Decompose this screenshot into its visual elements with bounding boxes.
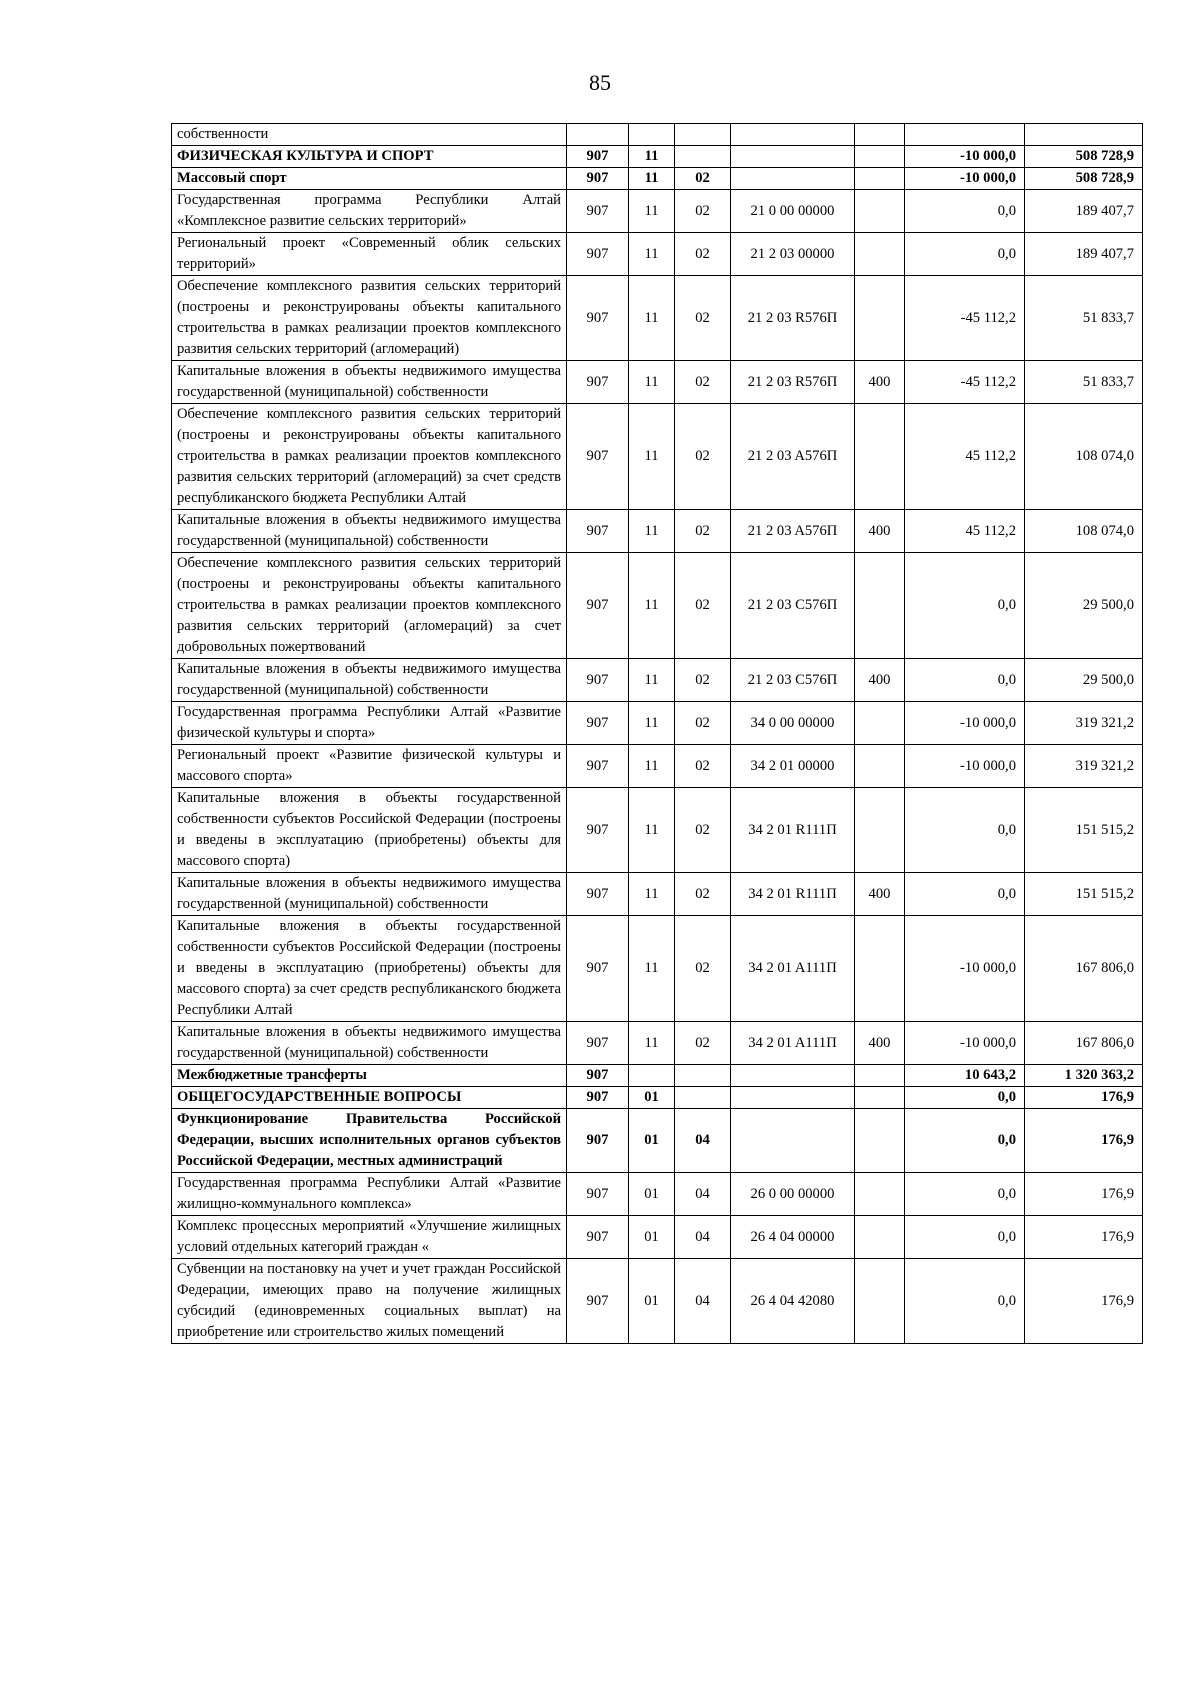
- row-change-amount-cell: 0,0: [905, 659, 1025, 702]
- row-subsection-cell: 02: [675, 916, 731, 1022]
- row-target-article-cell: 21 2 03 R576П: [731, 276, 855, 361]
- row-name-cell: Капитальные вложения в объекты недвижимого имущества государственной (муниципальной) собственности: [172, 361, 567, 404]
- row-section-cell: 01: [629, 1259, 675, 1344]
- row-name-cell: Комплекс процессных мероприятий «Улучшение жилищных условий отдельных категорий граждан «: [172, 1216, 567, 1259]
- table-row: [172, 659, 1143, 702]
- row-expense-type-cell: [855, 190, 905, 233]
- row-expense-type-cell: [855, 916, 905, 1022]
- row-section-cell: 01: [629, 1087, 675, 1109]
- row-target-article-cell: 34 2 01 A111П: [731, 916, 855, 1022]
- row-section-cell: 11: [629, 916, 675, 1022]
- row-subsection-cell: 04: [675, 1173, 731, 1216]
- row-name-cell: Обеспечение комплексного развития сельских территорий (построены и реконструированы объекты капитального строительства в рамках реализации проектов комплексного развития сельских территорий (агломераций) за счет средств республиканского бюджета Республики Алтай: [172, 404, 567, 510]
- row-expense-type-cell: [855, 124, 905, 146]
- row-total-amount-cell: 51 833,7: [1025, 361, 1143, 404]
- row-target-article-cell: 34 2 01 R111П: [731, 873, 855, 916]
- row-subsection-cell: 02: [675, 1022, 731, 1065]
- row-target-article-cell: 26 4 04 42080: [731, 1259, 855, 1344]
- row-change-amount-cell: -10 000,0: [905, 745, 1025, 788]
- row-section-cell: 11: [629, 1022, 675, 1065]
- row-change-amount-cell: -10 000,0: [905, 702, 1025, 745]
- row-subsection-cell: 02: [675, 788, 731, 873]
- row-admin-code-cell: 907: [567, 745, 629, 788]
- row-total-amount-cell: 508 728,9: [1025, 146, 1143, 168]
- row-section-cell: 11: [629, 233, 675, 276]
- row-admin-code-cell: 907: [567, 1065, 629, 1087]
- row-expense-type-cell: 400: [855, 873, 905, 916]
- row-change-amount-cell: 45 112,2: [905, 404, 1025, 510]
- row-section-cell: 11: [629, 659, 675, 702]
- row-subsection-cell: [675, 124, 731, 146]
- row-change-amount-cell: 0,0: [905, 1087, 1025, 1109]
- row-admin-code-cell: 907: [567, 1109, 629, 1173]
- row-expense-type-cell: [855, 276, 905, 361]
- row-name-cell: Обеспечение комплексного развития сельских территорий (построены и реконструированы объекты капитального строительства в рамках реализации проектов комплексного развития сельских территорий (агломераций): [172, 276, 567, 361]
- row-target-article-cell: 34 2 01 R111П: [731, 788, 855, 873]
- row-total-amount-cell: 151 515,2: [1025, 873, 1143, 916]
- row-total-amount-cell: 319 321,2: [1025, 745, 1143, 788]
- table-row: [172, 788, 1143, 873]
- budget-table: [171, 123, 1143, 1344]
- row-admin-code-cell: 907: [567, 788, 629, 873]
- row-section-cell: [629, 124, 675, 146]
- row-change-amount-cell: [905, 124, 1025, 146]
- row-admin-code-cell: 907: [567, 873, 629, 916]
- row-admin-code-cell: 907: [567, 1259, 629, 1344]
- row-section-cell: 11: [629, 276, 675, 361]
- row-change-amount-cell: -10 000,0: [905, 916, 1025, 1022]
- row-admin-code-cell: 907: [567, 1087, 629, 1109]
- row-expense-type-cell: [855, 146, 905, 168]
- row-total-amount-cell: 508 728,9: [1025, 168, 1143, 190]
- table-row: [172, 873, 1143, 916]
- row-section-cell: 11: [629, 404, 675, 510]
- row-section-cell: 11: [629, 146, 675, 168]
- row-admin-code-cell: 907: [567, 510, 629, 553]
- row-expense-type-cell: [855, 233, 905, 276]
- row-total-amount-cell: 167 806,0: [1025, 916, 1143, 1022]
- row-section-cell: 11: [629, 873, 675, 916]
- row-subsection-cell: 02: [675, 168, 731, 190]
- row-total-amount-cell: 319 321,2: [1025, 702, 1143, 745]
- row-admin-code-cell: 907: [567, 233, 629, 276]
- row-section-cell: 11: [629, 745, 675, 788]
- row-subsection-cell: 02: [675, 510, 731, 553]
- table-row: [172, 168, 1143, 190]
- row-target-article-cell: 21 2 03 R576П: [731, 361, 855, 404]
- row-name-cell: Капитальные вложения в объекты недвижимого имущества государственной (муниципальной) собственности: [172, 510, 567, 553]
- table-row: [172, 1216, 1143, 1259]
- row-change-amount-cell: 45 112,2: [905, 510, 1025, 553]
- row-section-cell: 11: [629, 361, 675, 404]
- row-name-cell: Государственная программа Республики Алтай «Развитие жилищно-коммунального комплекса»: [172, 1173, 567, 1216]
- row-total-amount-cell: 176,9: [1025, 1109, 1143, 1173]
- row-admin-code-cell: 907: [567, 276, 629, 361]
- row-change-amount-cell: 0,0: [905, 873, 1025, 916]
- row-target-article-cell: 34 2 01 00000: [731, 745, 855, 788]
- row-name-cell: Капитальные вложения в объекты государственной собственности субъектов Российской Федерации (построены и введены в эксплуатацию (приобретены) объекты для массового спорта): [172, 788, 567, 873]
- table-row: [172, 404, 1143, 510]
- row-total-amount-cell: 29 500,0: [1025, 553, 1143, 659]
- row-expense-type-cell: [855, 553, 905, 659]
- row-change-amount-cell: -45 112,2: [905, 361, 1025, 404]
- row-total-amount-cell: 176,9: [1025, 1259, 1143, 1344]
- budget-table-body: [172, 124, 1143, 1344]
- row-section-cell: 11: [629, 788, 675, 873]
- row-change-amount-cell: 0,0: [905, 553, 1025, 659]
- table-row: [172, 190, 1143, 233]
- row-expense-type-cell: [855, 1087, 905, 1109]
- row-section-cell: 01: [629, 1173, 675, 1216]
- row-total-amount-cell: [1025, 124, 1143, 146]
- row-total-amount-cell: 29 500,0: [1025, 659, 1143, 702]
- row-total-amount-cell: 167 806,0: [1025, 1022, 1143, 1065]
- row-expense-type-cell: [855, 1109, 905, 1173]
- row-subsection-cell: 04: [675, 1216, 731, 1259]
- row-subsection-cell: 02: [675, 745, 731, 788]
- row-target-article-cell: 21 2 03 A576П: [731, 510, 855, 553]
- row-target-article-cell: [731, 1109, 855, 1173]
- row-subsection-cell: 02: [675, 190, 731, 233]
- table-row: [172, 233, 1143, 276]
- row-name-cell: ОБЩЕГОСУДАРСТВЕННЫЕ ВОПРОСЫ: [172, 1087, 567, 1109]
- row-expense-type-cell: [855, 404, 905, 510]
- table-row: [172, 1109, 1143, 1173]
- row-subsection-cell: 02: [675, 553, 731, 659]
- row-target-article-cell: 34 0 00 00000: [731, 702, 855, 745]
- row-change-amount-cell: 0,0: [905, 190, 1025, 233]
- row-section-cell: 11: [629, 702, 675, 745]
- row-section-cell: 11: [629, 168, 675, 190]
- row-target-article-cell: 34 2 01 A111П: [731, 1022, 855, 1065]
- row-target-article-cell: 21 2 03 A576П: [731, 404, 855, 510]
- row-total-amount-cell: 189 407,7: [1025, 233, 1143, 276]
- row-name-cell: Капитальные вложения в объекты недвижимого имущества государственной (муниципальной) собственности: [172, 659, 567, 702]
- row-expense-type-cell: 400: [855, 510, 905, 553]
- row-name-cell: Капитальные вложения в объекты государственной собственности субъектов Российской Федерации (построены и введены в эксплуатацию (приобретены) объекты для массового спорта) за счет средств республиканского бюджета Республики Алтай: [172, 916, 567, 1022]
- row-name-cell: Субвенции на постановку на учет и учет граждан Российской Федерации, имеющих право на получение жилищных субсидий (единовременных социальных выплат) на приобретение или строительство жилых помещений: [172, 1259, 567, 1344]
- row-section-cell: [629, 1065, 675, 1087]
- table-row: [172, 1022, 1143, 1065]
- row-subsection-cell: [675, 1087, 731, 1109]
- row-admin-code-cell: 907: [567, 404, 629, 510]
- row-change-amount-cell: -45 112,2: [905, 276, 1025, 361]
- row-admin-code-cell: 907: [567, 702, 629, 745]
- row-total-amount-cell: 189 407,7: [1025, 190, 1143, 233]
- row-admin-code-cell: [567, 124, 629, 146]
- table-row: [172, 361, 1143, 404]
- row-total-amount-cell: 151 515,2: [1025, 788, 1143, 873]
- table-row: [172, 510, 1143, 553]
- row-name-cell: Обеспечение комплексного развития сельских территорий (построены и реконструированы объекты капитального строительства в рамках реализации проектов комплексного развития сельских территорий (агломераций) за счет добровольных пожертвований: [172, 553, 567, 659]
- table-row: [172, 1173, 1143, 1216]
- row-admin-code-cell: 907: [567, 146, 629, 168]
- row-subsection-cell: 02: [675, 702, 731, 745]
- row-target-article-cell: [731, 1087, 855, 1109]
- row-expense-type-cell: [855, 702, 905, 745]
- row-change-amount-cell: 0,0: [905, 788, 1025, 873]
- row-subsection-cell: 02: [675, 659, 731, 702]
- row-admin-code-cell: 907: [567, 361, 629, 404]
- table-row: [172, 702, 1143, 745]
- row-expense-type-cell: [855, 1259, 905, 1344]
- row-name-cell: Капитальные вложения в объекты недвижимого имущества государственной (муниципальной) собственности: [172, 1022, 567, 1065]
- row-section-cell: 01: [629, 1109, 675, 1173]
- row-target-article-cell: 26 4 04 00000: [731, 1216, 855, 1259]
- row-target-article-cell: [731, 146, 855, 168]
- row-change-amount-cell: 0,0: [905, 1109, 1025, 1173]
- row-subsection-cell: 02: [675, 276, 731, 361]
- row-subsection-cell: 02: [675, 404, 731, 510]
- row-name-cell: Функционирование Правительства Российской Федерации, высших исполнительных органов субъектов Российской Федерации, местных администраций: [172, 1109, 567, 1173]
- row-target-article-cell: 21 2 03 C576П: [731, 553, 855, 659]
- row-admin-code-cell: 907: [567, 659, 629, 702]
- row-name-cell: Региональный проект «Современный облик сельских территорий»: [172, 233, 567, 276]
- row-admin-code-cell: 907: [567, 553, 629, 659]
- row-name-cell: собственности: [172, 124, 567, 146]
- row-admin-code-cell: 907: [567, 1216, 629, 1259]
- row-target-article-cell: [731, 168, 855, 190]
- row-expense-type-cell: 400: [855, 1022, 905, 1065]
- row-total-amount-cell: 176,9: [1025, 1087, 1143, 1109]
- row-section-cell: 11: [629, 510, 675, 553]
- table-row: [172, 146, 1143, 168]
- page-number: 85: [589, 70, 611, 95]
- row-change-amount-cell: 0,0: [905, 1216, 1025, 1259]
- row-admin-code-cell: 907: [567, 1173, 629, 1216]
- row-subsection-cell: [675, 1065, 731, 1087]
- row-subsection-cell: 02: [675, 361, 731, 404]
- row-target-article-cell: [731, 1065, 855, 1087]
- row-subsection-cell: 04: [675, 1259, 731, 1344]
- row-name-cell: ФИЗИЧЕСКАЯ КУЛЬТУРА И СПОРТ: [172, 146, 567, 168]
- row-change-amount-cell: 0,0: [905, 1173, 1025, 1216]
- row-target-article-cell: [731, 124, 855, 146]
- row-subsection-cell: 02: [675, 873, 731, 916]
- row-subsection-cell: 04: [675, 1109, 731, 1173]
- row-admin-code-cell: 907: [567, 916, 629, 1022]
- row-expense-type-cell: [855, 788, 905, 873]
- table-row: [172, 553, 1143, 659]
- row-expense-type-cell: [855, 745, 905, 788]
- row-section-cell: 11: [629, 190, 675, 233]
- table-row: [172, 124, 1143, 146]
- row-section-cell: 11: [629, 553, 675, 659]
- row-name-cell: Массовый спорт: [172, 168, 567, 190]
- row-change-amount-cell: 0,0: [905, 1259, 1025, 1344]
- row-subsection-cell: 02: [675, 233, 731, 276]
- row-total-amount-cell: 51 833,7: [1025, 276, 1143, 361]
- row-change-amount-cell: -10 000,0: [905, 168, 1025, 190]
- row-change-amount-cell: -10 000,0: [905, 1022, 1025, 1065]
- table-row: [172, 1259, 1143, 1344]
- row-name-cell: Государственная программа Республики Алтай «Комплексное развитие сельских территорий»: [172, 190, 567, 233]
- row-total-amount-cell: 108 074,0: [1025, 404, 1143, 510]
- row-total-amount-cell: 176,9: [1025, 1216, 1143, 1259]
- row-expense-type-cell: [855, 1065, 905, 1087]
- row-section-cell: 01: [629, 1216, 675, 1259]
- row-change-amount-cell: 0,0: [905, 233, 1025, 276]
- row-target-article-cell: 21 2 03 C576П: [731, 659, 855, 702]
- row-total-amount-cell: 108 074,0: [1025, 510, 1143, 553]
- row-total-amount-cell: 176,9: [1025, 1173, 1143, 1216]
- row-change-amount-cell: -10 000,0: [905, 146, 1025, 168]
- row-name-cell: Региональный проект «Развитие физической культуры и массового спорта»: [172, 745, 567, 788]
- row-change-amount-cell: 10 643,2: [905, 1065, 1025, 1087]
- row-expense-type-cell: [855, 1173, 905, 1216]
- row-subsection-cell: [675, 146, 731, 168]
- row-expense-type-cell: [855, 1216, 905, 1259]
- row-admin-code-cell: 907: [567, 168, 629, 190]
- row-name-cell: Государственная программа Республики Алтай «Развитие физической культуры и спорта»: [172, 702, 567, 745]
- row-expense-type-cell: 400: [855, 659, 905, 702]
- row-target-article-cell: 21 0 00 00000: [731, 190, 855, 233]
- row-admin-code-cell: 907: [567, 190, 629, 233]
- table-row: [172, 1065, 1143, 1087]
- row-admin-code-cell: 907: [567, 1022, 629, 1065]
- row-total-amount-cell: 1 320 363,2: [1025, 1065, 1143, 1087]
- table-row: [172, 745, 1143, 788]
- table-row: [172, 916, 1143, 1022]
- table-row: [172, 1087, 1143, 1109]
- row-target-article-cell: 21 2 03 00000: [731, 233, 855, 276]
- table-row: [172, 276, 1143, 361]
- row-name-cell: Межбюджетные трансферты: [172, 1065, 567, 1087]
- row-target-article-cell: 26 0 00 00000: [731, 1173, 855, 1216]
- row-expense-type-cell: [855, 168, 905, 190]
- row-name-cell: Капитальные вложения в объекты недвижимого имущества государственной (муниципальной) собственности: [172, 873, 567, 916]
- row-expense-type-cell: 400: [855, 361, 905, 404]
